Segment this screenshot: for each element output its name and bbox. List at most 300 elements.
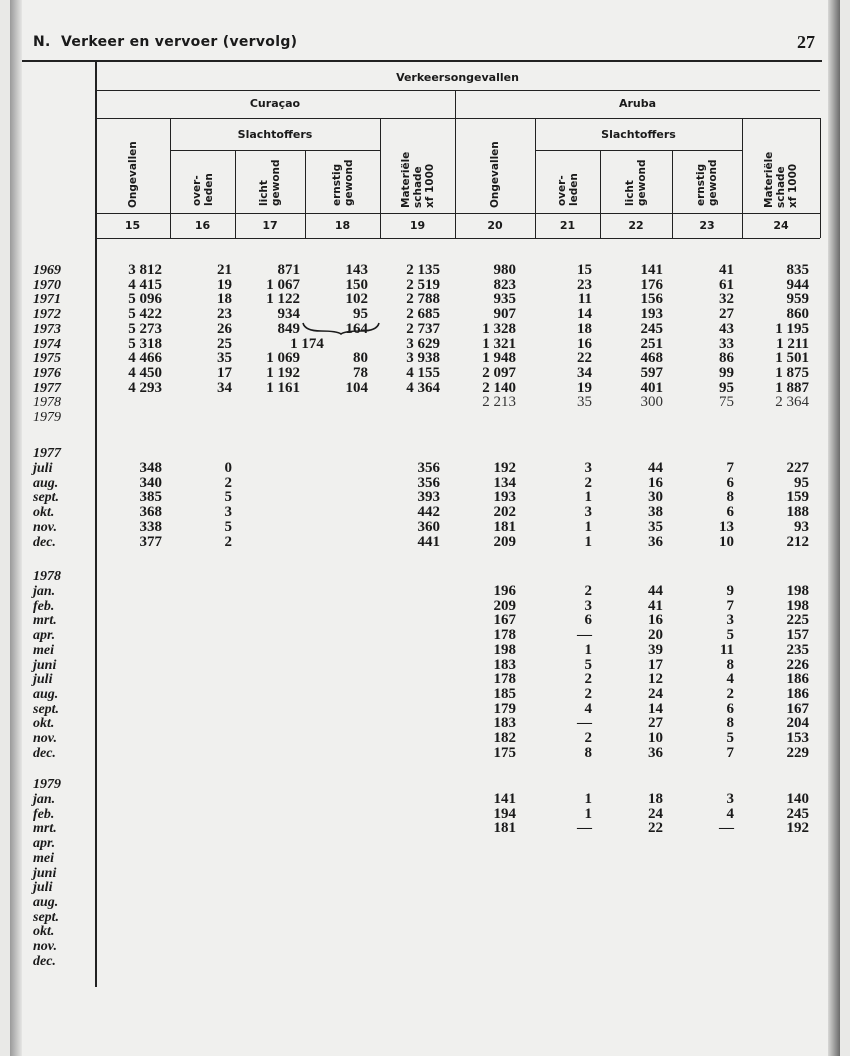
- table-cell: 41: [648, 597, 663, 614]
- column-number-24: 24: [773, 219, 789, 232]
- table-cell: 198: [786, 583, 809, 599]
- table-cell: 2: [584, 730, 592, 746]
- table-cell: 43: [719, 320, 734, 337]
- table-cell: —: [577, 715, 592, 732]
- column-header-20: Ongevallen: [489, 141, 501, 208]
- table-cell: 157: [786, 627, 809, 644]
- table-cell: 183: [493, 656, 516, 673]
- table-cell: 21: [217, 262, 232, 278]
- table-cell: 441: [417, 533, 440, 550]
- row-label-month: juni: [33, 865, 57, 881]
- table-cell: 93: [794, 518, 809, 535]
- table-cell: 871: [277, 262, 300, 278]
- table-cell: 0: [224, 460, 232, 476]
- region-aruba: Aruba: [618, 97, 657, 110]
- table-cell: 4 466: [128, 350, 162, 367]
- table-cell: 167: [786, 700, 809, 717]
- table-cell: 141: [493, 791, 516, 807]
- section-letter: N.: [33, 34, 51, 50]
- table-cell: 980: [493, 262, 516, 278]
- table-cell: 1 211: [776, 335, 809, 352]
- table-cell: 2: [584, 671, 592, 688]
- table-cell: 12: [648, 671, 663, 688]
- table-cell: 1: [584, 805, 592, 822]
- table-cell: 3: [224, 504, 232, 521]
- table-cell: 1: [584, 518, 592, 535]
- table-cell: 5: [584, 656, 592, 673]
- column-header-18: ernstig gewond: [330, 159, 355, 206]
- column-header-16: over- leden: [190, 173, 215, 206]
- row-label-month: dec.: [33, 534, 56, 550]
- victims-curacao: Slachtoffers: [237, 128, 313, 141]
- table-cell: 5 096: [128, 291, 162, 308]
- row-label-year: 1973: [33, 321, 61, 337]
- row-label-month: feb.: [33, 806, 55, 822]
- table-cell: 134: [493, 474, 516, 491]
- table-cell: 10: [719, 533, 734, 550]
- table-cell: 196: [493, 583, 516, 599]
- row-label-year: 1970: [33, 277, 61, 293]
- row-label-year: 1975: [33, 351, 61, 367]
- row-label-month: mei: [33, 642, 54, 658]
- table-cell: 3: [726, 612, 734, 629]
- column-number-15: 15: [124, 219, 141, 232]
- table-cell: 150: [345, 276, 368, 293]
- table-cell: 10: [648, 730, 663, 746]
- row-label-year: 1977: [33, 380, 61, 396]
- table-cell: 188: [786, 504, 809, 521]
- table-cell: 95: [719, 379, 734, 396]
- table-cell: 849: [277, 320, 300, 337]
- table-cell: 368: [139, 504, 162, 521]
- table-cell: 2: [584, 685, 592, 702]
- table-cell: 2: [726, 685, 734, 702]
- table-cell: 18: [577, 320, 592, 337]
- rule: [95, 118, 820, 119]
- table-cell: 393: [417, 489, 440, 506]
- column-number-23: 23: [699, 219, 715, 232]
- table-cell: 16: [648, 612, 663, 629]
- row-label-year: 1979: [33, 410, 61, 425]
- table-cell: 4: [584, 700, 592, 717]
- table-cell: 11: [719, 641, 734, 658]
- row-label-year: 1971: [33, 292, 61, 308]
- row-label-month: dec.: [33, 953, 56, 969]
- table-cell: 1: [584, 641, 592, 658]
- row-label-month: sept.: [33, 909, 60, 925]
- table-cell: 356: [417, 460, 440, 476]
- table-cell: 9: [726, 583, 734, 599]
- table-cell: 186: [786, 671, 809, 688]
- table-cell: 38: [648, 504, 663, 521]
- table-cell: 1 195: [775, 320, 809, 337]
- row-label-year: 1969: [33, 263, 61, 278]
- table-cell: 181: [493, 518, 516, 535]
- table-cell: 860: [786, 306, 809, 323]
- table-cell: —: [719, 820, 734, 837]
- table-cell: 338: [139, 518, 162, 535]
- column-header-21: over- leden: [555, 173, 580, 206]
- table-cell: 4 415: [128, 276, 162, 293]
- page-edge-shadow: [828, 0, 840, 1056]
- table-cell: 193: [640, 306, 663, 323]
- table-cell: 35: [577, 394, 592, 411]
- column-number-21: 21: [559, 219, 576, 232]
- row-label-month: sept.: [33, 701, 60, 717]
- column-header-17: licht gewond: [258, 159, 282, 206]
- table-cell: 2 097: [482, 364, 516, 381]
- table-cell: 181: [493, 820, 516, 837]
- table-cell: 27: [648, 715, 663, 732]
- rule: [95, 238, 820, 239]
- table-cell: 34: [577, 364, 592, 381]
- table-cell: 44: [648, 583, 663, 599]
- table-cell: 194: [493, 805, 516, 822]
- table-cell: 159: [786, 489, 809, 506]
- table-cell: 141: [640, 262, 663, 278]
- table-cell: 23: [217, 306, 232, 323]
- table-cell: 15: [577, 262, 592, 278]
- row-label-month: dec.: [33, 745, 56, 761]
- table-cell: 8: [726, 489, 734, 506]
- page-number: 27: [797, 32, 815, 52]
- section-title-text: Verkeer en vervoer (vervolg): [61, 34, 298, 50]
- row-label-section-year: 1977: [33, 446, 61, 461]
- table-cell: 5: [726, 730, 734, 746]
- table-cell: 34: [217, 379, 232, 396]
- table-cell: 6: [726, 700, 734, 717]
- table-cell: 22: [577, 350, 592, 367]
- table-cell: 4 293: [128, 379, 162, 396]
- table-cell: 8: [584, 744, 592, 761]
- table-cell: 86: [719, 350, 734, 367]
- table-cell: 8: [726, 715, 734, 732]
- table-cell: 192: [786, 820, 809, 837]
- table-cell: 2 213: [482, 394, 516, 411]
- table-cell: 340: [139, 474, 162, 491]
- table-cell: 167: [493, 612, 516, 629]
- table-cell: 175: [493, 744, 516, 761]
- table-cell: 1 887: [775, 379, 809, 396]
- row-label-month: jan.: [33, 792, 56, 807]
- column-number-16: 16: [194, 219, 211, 232]
- table-cell: 1 067: [266, 276, 300, 293]
- table-cell: 2 737: [406, 320, 440, 337]
- table-cell: 7: [726, 597, 734, 614]
- table-cell: 907: [493, 306, 516, 323]
- table-cell: 7: [726, 460, 734, 476]
- row-label-month: okt.: [33, 924, 55, 940]
- column-number-17: 17: [262, 219, 278, 232]
- table-cell: —: [577, 820, 592, 837]
- victims-aruba: Slachtoffers: [601, 128, 676, 141]
- row-label-month: mrt.: [33, 821, 57, 837]
- table-cell: 36: [648, 533, 663, 550]
- table-cell: 360: [417, 518, 440, 535]
- table-cell: 14: [648, 700, 663, 717]
- table-cell: 178: [493, 671, 516, 688]
- table-cell: 442: [417, 504, 440, 521]
- table-cell: 597: [640, 364, 663, 381]
- column-number-20: 20: [487, 219, 503, 232]
- table-cell: 1 069: [266, 350, 300, 367]
- table-cell: 2 685: [406, 306, 440, 323]
- row-label-year: 1972: [33, 307, 61, 323]
- table-cell: 95: [794, 474, 809, 491]
- table-cell: 24: [648, 685, 663, 702]
- column-number-22: 22: [628, 219, 644, 232]
- table-cell: 2 364: [775, 394, 809, 411]
- table-cell: 935: [493, 291, 516, 308]
- table-cell: 140: [786, 791, 809, 807]
- table-cell: 1 161: [266, 379, 300, 396]
- table-cell: 18: [648, 791, 663, 807]
- column-header-23: ernstig gewond: [695, 159, 719, 206]
- table-cell: 1 328: [482, 320, 516, 337]
- table-cell: 2 135: [406, 262, 440, 278]
- row-label-month: apr.: [33, 836, 56, 852]
- table-cell: 5: [224, 518, 232, 535]
- table-cell: 209: [493, 597, 516, 614]
- table-cell: 14: [577, 306, 592, 323]
- table-cell: 3: [584, 504, 592, 521]
- caption-verkeersongevallen: Verkeersongevallen: [396, 71, 519, 84]
- page-binding-shadow: [10, 0, 22, 1056]
- table-cell: 11: [577, 291, 592, 308]
- row-label-month: apr.: [33, 628, 56, 644]
- column-number-18: 18: [334, 219, 351, 232]
- table-cell: 176: [640, 276, 663, 293]
- table-cell: 4 364: [406, 379, 440, 396]
- table-cell: 2 519: [406, 276, 440, 293]
- row-label-month: feb.: [33, 598, 55, 614]
- table-cell: 4: [726, 671, 734, 688]
- row-label-month: juli: [33, 672, 53, 688]
- section-title: [33, 34, 297, 50]
- row-label-month: okt.: [33, 716, 55, 732]
- table-cell: 153: [786, 730, 809, 746]
- table-cell: 182: [493, 730, 516, 746]
- table-cell: 209: [493, 533, 516, 550]
- column-header-19: Materiële schade xf 1000: [399, 151, 436, 208]
- table-cell: 26: [217, 320, 232, 337]
- table-cell: 1 948: [482, 350, 516, 367]
- table-cell: 32: [719, 291, 734, 308]
- table-cell: 229: [786, 744, 809, 761]
- row-label-year: 1976: [33, 365, 61, 381]
- row-label-month: mrt.: [33, 613, 57, 629]
- table-cell: 78: [353, 364, 368, 381]
- table-cell: 3: [584, 597, 592, 614]
- top-rule: [22, 60, 822, 62]
- table-cell: 6: [726, 504, 734, 521]
- row-label-month: juli: [33, 461, 53, 476]
- row-label-month: aug.: [33, 894, 59, 910]
- rule: [820, 118, 821, 238]
- table-cell: 18: [217, 291, 232, 308]
- table-cell: 300: [640, 394, 663, 411]
- table-cell: 35: [648, 518, 663, 535]
- table-cell: 934: [277, 306, 300, 323]
- rule: [95, 90, 820, 91]
- table-cell: —: [577, 627, 592, 644]
- table-cell: 245: [786, 805, 809, 822]
- table-cell: 80: [353, 350, 368, 367]
- table-cell: 7: [726, 744, 734, 761]
- table-cell: 401: [640, 379, 663, 396]
- table-cell: 35: [217, 350, 232, 367]
- table-cell: 3: [584, 460, 592, 476]
- table-cell: 23: [577, 276, 592, 293]
- table-cell: 5 273: [128, 320, 162, 337]
- table-cell: 468: [640, 350, 663, 367]
- table-cell: 2: [584, 583, 592, 599]
- column-header-15: Ongevallen: [126, 141, 139, 208]
- table-cell: 377: [139, 533, 162, 550]
- table-cell: 183: [493, 715, 516, 732]
- table-cell: 4 155: [406, 364, 440, 381]
- row-label-month: aug.: [33, 475, 59, 491]
- table-cell: 186: [786, 685, 809, 702]
- table-cell: 226: [786, 656, 809, 673]
- table-cell: 202: [493, 504, 516, 521]
- table-cell: 823: [493, 276, 516, 293]
- table-cell: 19: [217, 276, 232, 293]
- table-cell: 99: [719, 364, 734, 381]
- table-cell: 3 938: [406, 350, 440, 367]
- table-cell: 25: [217, 335, 232, 352]
- table-cell: 251: [640, 335, 663, 352]
- table-cell: 2: [584, 474, 592, 491]
- table-cell: 944: [786, 276, 809, 293]
- table-cell: 6: [726, 474, 734, 491]
- table-cell: 198: [493, 641, 516, 658]
- table-cell: 1 501: [775, 350, 809, 367]
- row-label-month: jan.: [33, 584, 56, 599]
- row-label-month: nov.: [33, 939, 57, 954]
- column-header-24: Materiële schade xf 1000: [763, 151, 799, 208]
- table-cell: 235: [786, 641, 809, 658]
- table-cell: 1: [584, 489, 592, 506]
- row-label-month: juni: [33, 657, 57, 673]
- table-cell: 198: [786, 597, 809, 614]
- table-cell: 164: [345, 320, 368, 337]
- table-cell: 20: [648, 627, 663, 644]
- table-cell: 5 422: [128, 306, 162, 323]
- row-label-section-year: 1978: [33, 569, 61, 584]
- table-cell: 1 192: [266, 364, 300, 381]
- table-cell: 143: [345, 262, 368, 278]
- table-cell: 193: [493, 489, 516, 506]
- table-cell: 13: [719, 518, 734, 535]
- table-cell: 24: [648, 805, 663, 822]
- table-cell: 2 788: [406, 291, 440, 308]
- table-cell-combined: 1 174: [290, 335, 324, 352]
- table-cell: 1 321: [482, 335, 516, 352]
- table-cell: 1 122: [266, 291, 300, 308]
- table-cell: 5: [224, 489, 232, 506]
- table-cell: 1 875: [775, 364, 809, 381]
- region-curacao: Curaçao: [249, 97, 301, 110]
- table-cell: 212: [786, 533, 809, 550]
- table-cell: 3 812: [128, 262, 162, 278]
- row-label-month: juli: [33, 880, 53, 896]
- row-label-section-year: 1979: [33, 777, 61, 792]
- table-cell: 5 318: [128, 335, 162, 352]
- table-cell: 75: [719, 394, 734, 411]
- table-cell: 2 140: [482, 379, 516, 396]
- table-cell: 3: [726, 791, 734, 807]
- row-label-month: sept.: [33, 490, 60, 506]
- table-cell: 5: [726, 627, 734, 644]
- table-cell: 39: [648, 641, 663, 658]
- table-cell: 6: [584, 612, 592, 629]
- table-cell: 61: [719, 276, 734, 293]
- table-cell: 4: [726, 805, 734, 822]
- table-cell: 102: [345, 291, 368, 308]
- table-cell: 27: [719, 306, 734, 323]
- row-label-year: 1974: [33, 336, 61, 352]
- row-label-month: mei: [33, 850, 54, 866]
- row-label-year: 1978: [33, 395, 61, 411]
- table-cell: 356: [417, 474, 440, 491]
- table-cell: 8: [726, 656, 734, 673]
- table-cell: 104: [345, 379, 368, 396]
- table-cell: 835: [786, 262, 809, 278]
- table-cell: 245: [640, 320, 663, 337]
- table-cell: 33: [719, 335, 734, 352]
- table-cell: 2: [224, 533, 232, 550]
- table-cell: 44: [648, 460, 663, 476]
- table-cell: 16: [577, 335, 592, 352]
- table-cell: 1: [584, 533, 592, 550]
- table-cell: 959: [786, 291, 809, 308]
- table-cell: 30: [648, 489, 663, 506]
- table-cell: 36: [648, 744, 663, 761]
- table-cell: 4 450: [128, 364, 162, 381]
- table-cell: 2: [224, 474, 232, 491]
- table-cell: 16: [648, 474, 663, 491]
- table-cell: 178: [493, 627, 516, 644]
- table-cell: 17: [648, 656, 663, 673]
- table-cell: 385: [139, 489, 162, 506]
- table-cell: 41: [719, 262, 734, 278]
- table-cell: 3 629: [406, 335, 440, 352]
- row-label-month: okt.: [33, 505, 55, 521]
- rule: [455, 90, 456, 238]
- column-number-19: 19: [409, 219, 426, 232]
- table-cell: 19: [577, 379, 592, 396]
- table-cell: 22: [648, 820, 663, 837]
- rule: [170, 150, 380, 151]
- brace-icon: [301, 321, 381, 335]
- table-cell: 179: [493, 700, 516, 717]
- table-cell: 348: [139, 460, 162, 476]
- table-cell: 95: [353, 306, 368, 323]
- table-cell: 225: [786, 612, 809, 629]
- row-label-month: aug.: [33, 686, 59, 702]
- table-cell: 185: [493, 685, 516, 702]
- rule: [95, 213, 820, 214]
- table-cell: 204: [786, 715, 809, 732]
- table-cell: 156: [640, 291, 663, 308]
- table-cell: 192: [493, 460, 516, 476]
- column-header-22: licht gewond: [624, 159, 648, 206]
- table-cell: 17: [217, 364, 232, 381]
- rule: [535, 150, 742, 151]
- row-label-month: nov.: [33, 731, 57, 746]
- table-cell: 1: [584, 791, 592, 807]
